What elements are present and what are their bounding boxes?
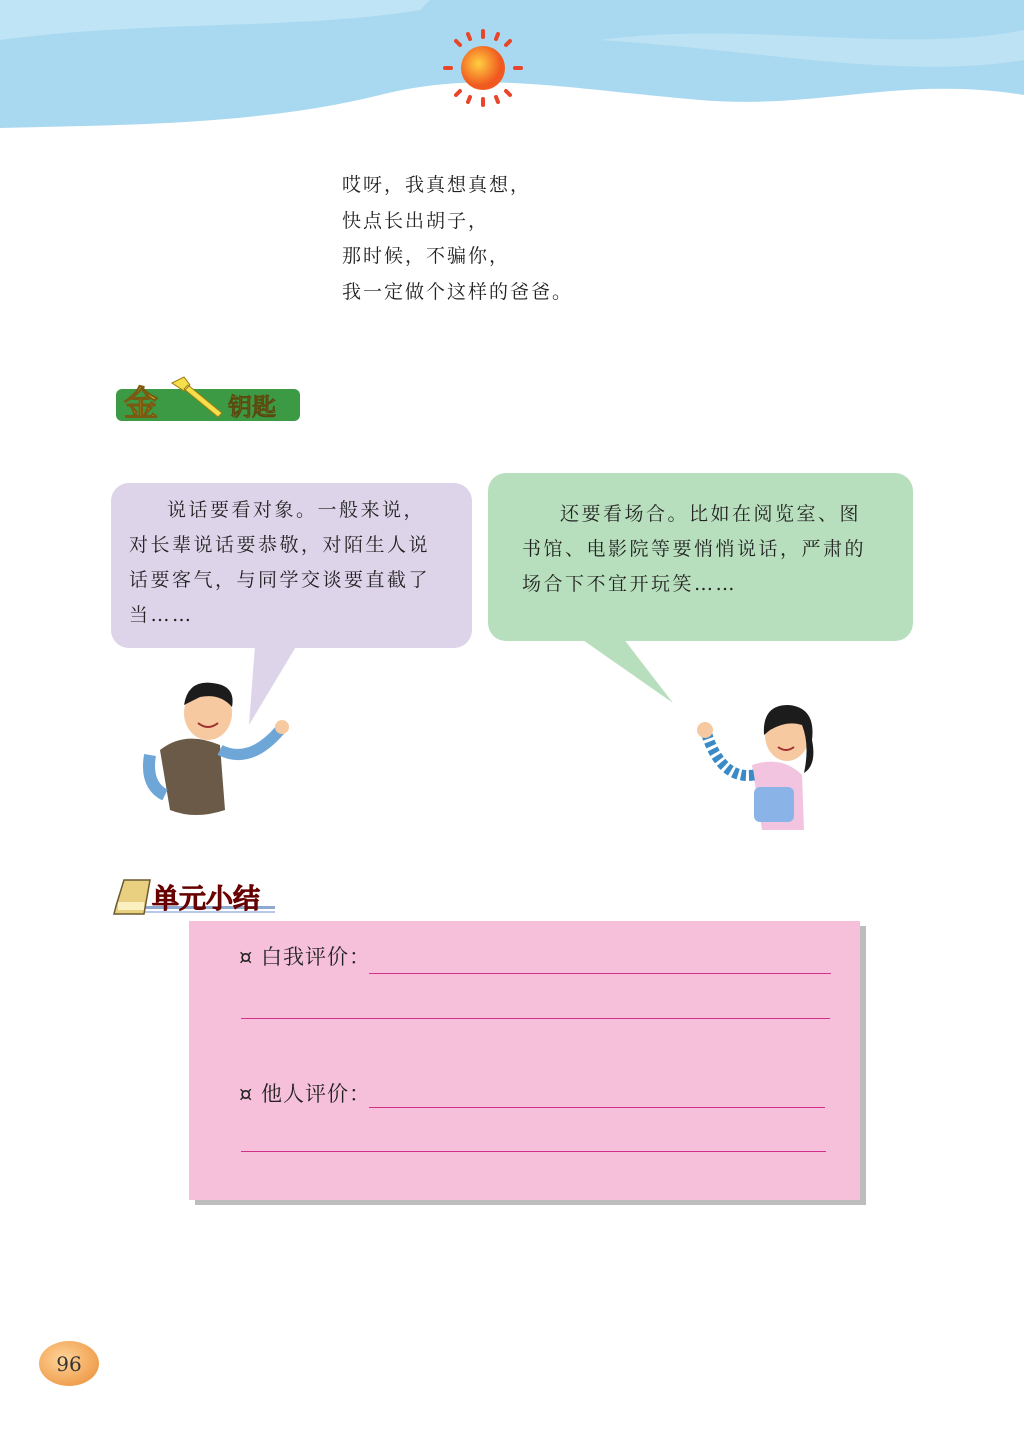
bubble-line: 还要看场合。比如在阅览室、图 xyxy=(560,503,862,525)
bubble-line: 说话要看对象。一般来说， xyxy=(167,499,426,521)
bubble-line: 场合下不宜开玩笑…… xyxy=(522,573,738,595)
self-evaluation-line-1[interactable] xyxy=(369,973,831,974)
unit-summary-title: 单元小结 xyxy=(152,884,260,915)
poem-line: 快点长出胡子， xyxy=(342,209,490,232)
page-number: 96 xyxy=(39,1341,99,1386)
others-evaluation-line-1[interactable] xyxy=(369,1107,825,1108)
others-evaluation-line-2[interactable] xyxy=(241,1151,826,1152)
bubble-line: 当…… xyxy=(129,604,194,626)
girl-illustration xyxy=(692,695,832,835)
unit-summary-badge xyxy=(110,876,280,920)
self-evaluation-label: ¤ 白我评价： xyxy=(239,945,372,969)
self-evaluation-line-2[interactable] xyxy=(241,1018,830,1019)
unit-summary-box xyxy=(189,921,860,1200)
girl-speech-bubble xyxy=(488,473,913,641)
golden-key-section-badge xyxy=(114,373,302,423)
bubble-line: 书馆、电影院等要悄悄说话，严肃的 xyxy=(522,538,867,560)
others-evaluation-label: ¤ 他人评价： xyxy=(239,1082,372,1106)
poem-line: 我一定做个这样的爸爸。 xyxy=(342,280,574,303)
boy-illustration xyxy=(140,675,290,820)
svg-text:钥匙: 钥匙 xyxy=(228,393,276,421)
svg-text:金: 金 xyxy=(124,384,158,423)
sun-icon xyxy=(440,28,526,108)
poem-line: 那时候，不骗你， xyxy=(342,245,511,267)
girl-bubble-tail xyxy=(578,638,678,706)
bubble-line: 话要客气，与同学交谈要直截了 xyxy=(129,569,431,591)
poem-line: 哎呀，我真想真想， xyxy=(342,174,532,196)
bubble-line: 对长辈说话要恭敬，对陌生人说 xyxy=(129,534,431,556)
poem xyxy=(342,168,573,310)
boy-speech-bubble xyxy=(111,483,472,648)
